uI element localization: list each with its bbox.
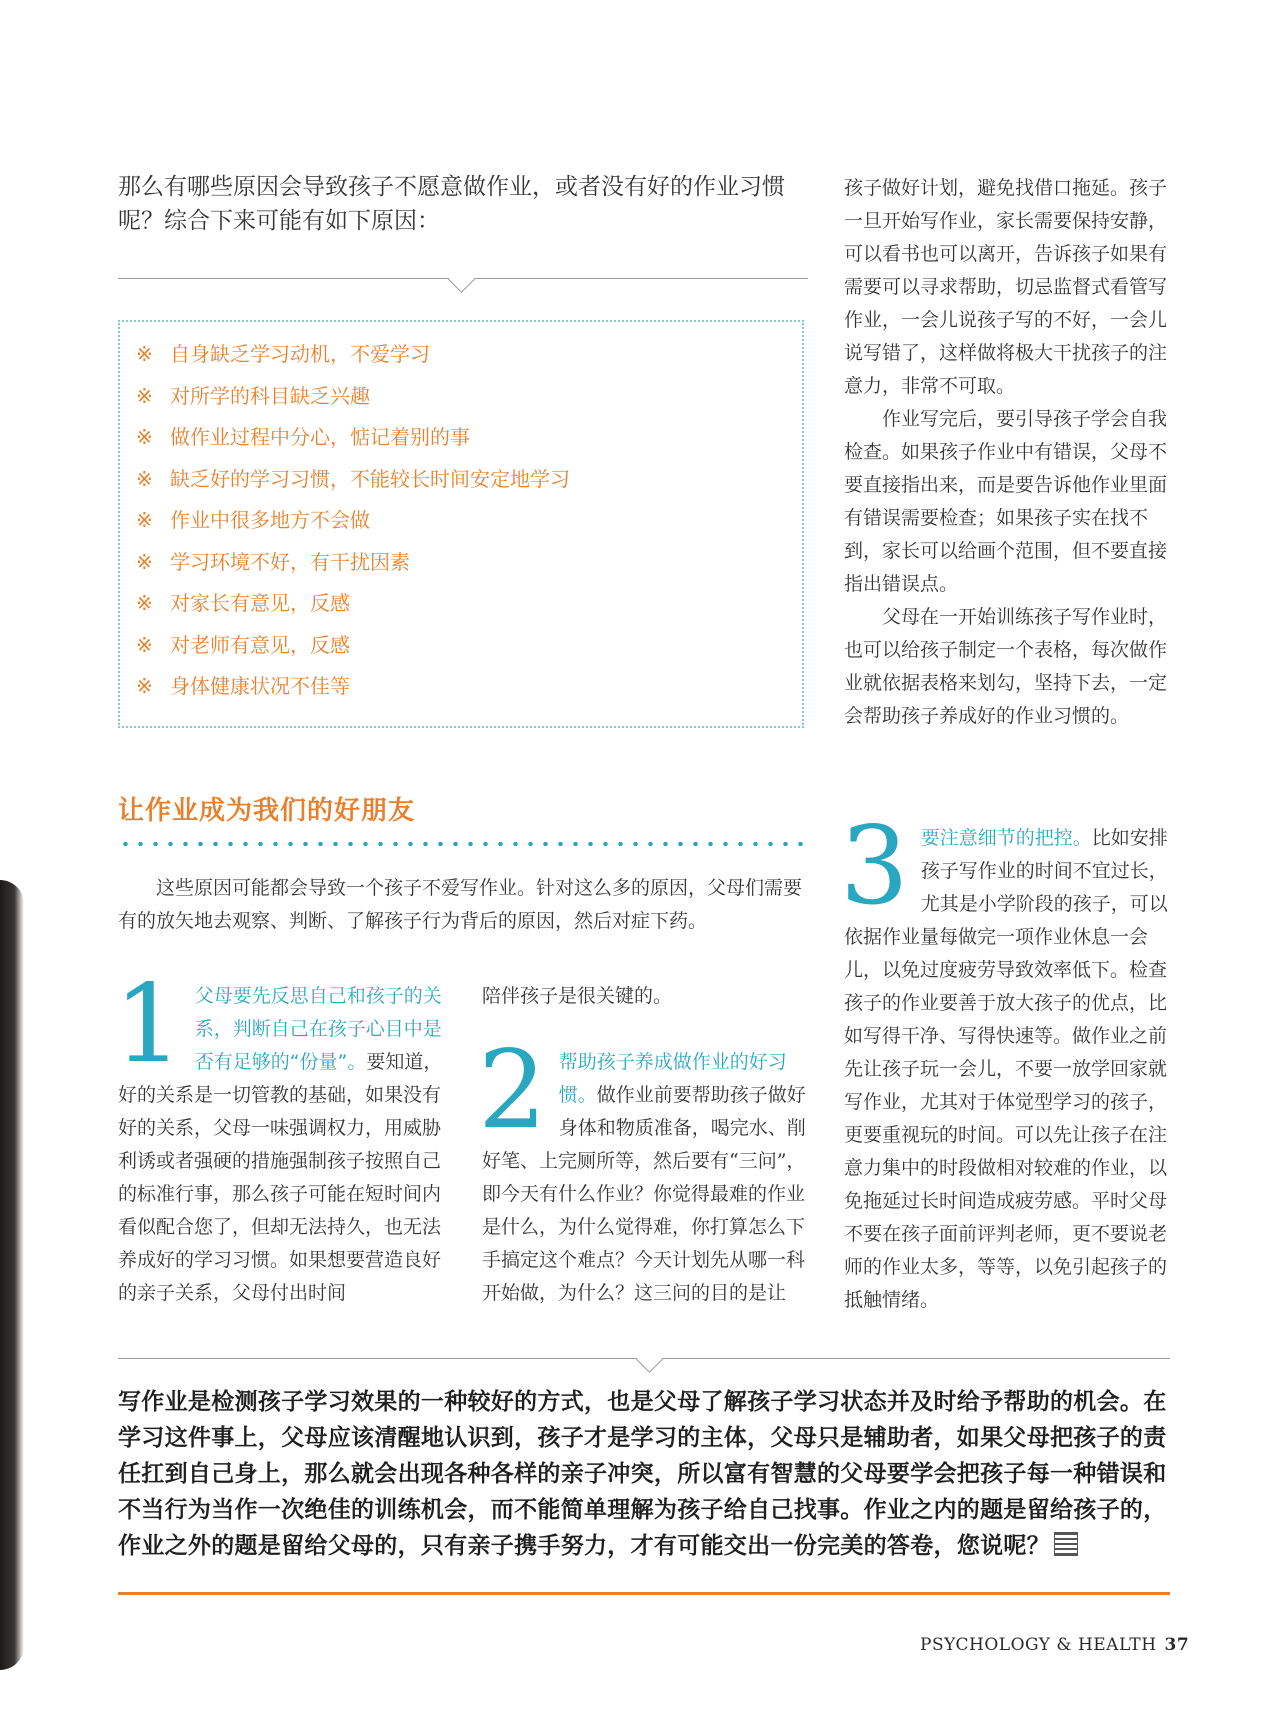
photo-edge-decoration — [0, 880, 24, 1670]
point-2 — [478, 1028, 812, 1310]
list-item: ※ 做作业过程中分心，惦记着别的事 — [136, 417, 802, 459]
list-item: ※ 缺乏好的学习习惯，不能较长时间安定地学习 — [136, 459, 802, 501]
point-heading: 要注意细节的把控。 — [920, 827, 1092, 849]
summary-paragraph: 写作业是检测孩子学习效果的一种较好的方式，也是父母了解孩子学习状态并及时给予帮助的机会。在学习这件事上，父母应该清醒地认识到，孩子才是学习的主体，父母只是辅助者，如果父母把孩子的责任扛到自己身上，那么就会出现各种各样的亲子冲突，所以富有智慧的父母要学会把孩子每一种错误和不当行为当作一次绝佳的训练机会，而不能简单理解为孩子给自己找事。作业之内的题是留给孩子的，作业之外的题是留给父母的，只有亲子携手努力，才有可能交出一份完美的答卷，您说呢？ — [118, 1388, 1167, 1559]
reference-mark-icon: ※ — [136, 425, 153, 449]
reference-mark-icon: ※ — [136, 342, 153, 366]
end-mark-icon — [1054, 1532, 1078, 1556]
section-title: 让作业成为我们的好朋友 — [118, 796, 416, 826]
point-1-continued: 陪伴孩子是很关键的。 — [482, 985, 673, 1007]
page-number: 37 — [1164, 1635, 1190, 1655]
reasons-list — [120, 322, 802, 708]
point-body: 要知道，好的关系是一切管教的基础，如果没有好的关系，父母一味强调权力，用威胁利诱或者强硬的措施强制孩子按照自己的标准行事，那么孩子可能在短时间内看似配合您了，但却无法持久，也无法养成好的学习习惯。如果想要营造良好的亲子关系，父母付出时间 — [118, 1051, 443, 1304]
point-number: 2 — [478, 1028, 547, 1153]
paragraph: 父母在一开始训练孩子写作业时，也可以给孩子制定一个表格，每次做作业就依据表格来划勾，坚持下去，一定会帮助孩子养成好的作业习惯的。 — [844, 606, 1168, 727]
reference-mark-icon: ※ — [136, 632, 153, 657]
reference-mark-icon: ※ — [136, 383, 153, 408]
point-number: 1 — [114, 962, 183, 1087]
point-number: 3 — [840, 804, 909, 929]
divider-notch — [448, 266, 475, 293]
divider-notch — [636, 1346, 663, 1373]
list-item: ※ 自身缺乏学习动机，不爱学习 — [136, 334, 802, 376]
reasons-box — [118, 320, 804, 728]
dotted-divider — [118, 842, 808, 846]
list-item: ※ 对家长有意见，反感 — [136, 583, 802, 625]
list-item: ※ 学习环境不好，有干扰因素 — [136, 542, 802, 584]
reference-mark-icon: ※ — [136, 549, 153, 574]
list-item: ※ 对老师有意见，反感 — [136, 625, 802, 667]
point-body: 做作业前要帮助孩子做好身体和物质准备，喝完水、削好笔、上完厕所等，然后要有“三问”，即今天有什么作业？你觉得最难的作业是什么，为什么觉得难，你打算怎么下手搞定这个难点？今天计划先从哪一科开始做，为什么？这三问的目的是让 — [482, 1084, 806, 1304]
lead-paragraph: 这些原因可能都会导致一个孩子不爱写作业。针对这么多的原因，父母们需要有的放矢地去观察、判断、了解孩子行为背后的原因，然后对症下药。 — [118, 877, 803, 932]
point-heading: 帮助孩子养成做作业的好习惯。 — [558, 1051, 787, 1106]
reference-mark-icon: ※ — [136, 466, 153, 491]
list-item: ※ 对所学的科目缺乏兴趣 — [136, 376, 802, 418]
paragraph: 作业写完后，要引导孩子学会自我检查。如果孩子作业中有错误，父母不要直接指出来，而是要告诉他作业里面有错误需要检查；如果孩子实在找不到，家长可以给画个范围，但不要直接指出错误点。 — [844, 408, 1168, 595]
orange-rule — [118, 1592, 1170, 1595]
point-body: 比如安排孩子写作业的时间不宜过长，尤其是小学阶段的孩子，可以依据作业量每做完一项作业休息一会儿，以免过度疲劳导致效率低下。检查孩子的作业要善于放大孩子的优点，比如写得干净、写得快速等。做作业之前先让孩子玩一会儿，不要一放学回家就写作业，尤其对于体觉型学习的孩子，更要重视玩的时间。可以先让孩子在注意力集中的时段做相对较难的作业，以免拖延过长时间造成疲劳感。平时父母不要在孩子面前评判老师，更不要说老师的作业太多，等等，以免引起孩子的抵触情绪。 — [844, 827, 1168, 1311]
list-item: ※ 作业中很多地方不会做 — [136, 500, 802, 542]
reference-mark-icon: ※ — [136, 591, 153, 615]
list-item: ※ 身体健康状况不佳等 — [136, 666, 802, 708]
intro-paragraph: 那么有哪些原因会导致孩子不愿意做作业，或者没有好的作业习惯呢？综合下来可能有如下原因： — [118, 174, 785, 234]
reference-mark-icon: ※ — [136, 674, 153, 698]
magazine-name: PSYCHOLOGY & HEALTH — [920, 1635, 1157, 1655]
column-3-text — [844, 172, 1170, 733]
point-3 — [840, 804, 1170, 1317]
point-heading: 父母要先反思自己和孩子的关系，判断自己在孩子心目中是否有足够的“份量”。 — [194, 985, 442, 1073]
page-footer — [920, 1635, 1189, 1655]
reference-mark-icon: ※ — [136, 508, 153, 532]
point-1 — [114, 962, 448, 1310]
paragraph: 孩子做好计划，避免找借口拖延。孩子一旦开始写作业，家长需要保持安静，可以看书也可以离开，告诉孩子如果有需要可以寻求帮助，切忌监督式看管写作业，一会儿说孩子写的不好，一会儿说写错了，这样做将极大干扰孩子的注意力，非常不可取。 — [844, 177, 1168, 397]
